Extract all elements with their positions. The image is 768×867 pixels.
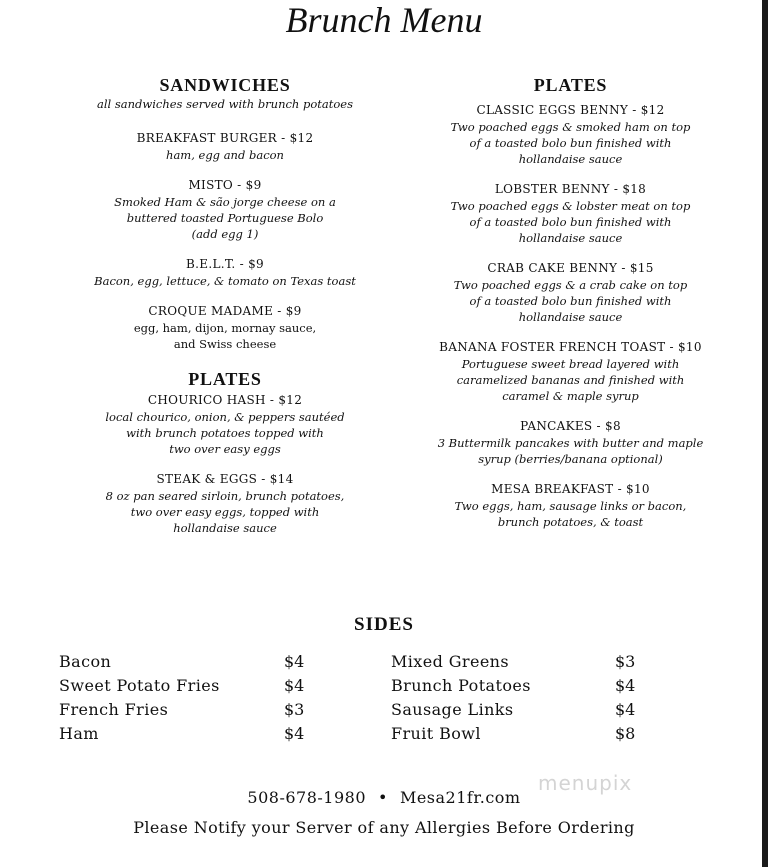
side-item-name: French Fries	[59, 700, 169, 719]
item-name: BREAKFAST BURGER - $12	[136, 131, 314, 145]
item-name: CLASSIC EGGS BENNY - $12	[476, 103, 665, 117]
menu-item	[408, 260, 733, 325]
item-name: CRAB CAKE BENNY - $15	[487, 261, 654, 275]
side-item-price: $4	[284, 652, 305, 671]
side-item-price: $4	[615, 700, 636, 719]
item-name: MISTO - $9	[188, 178, 262, 192]
menu-item	[408, 481, 733, 530]
side-item-price: $4	[284, 676, 305, 695]
item-name: LOBSTER BENNY - $18	[494, 182, 647, 196]
side-item-name: Sausage Links	[391, 700, 514, 719]
item-description: Two poached eggs & lobster meat on top of a toasted bolo bun finished with hollandaise sauce	[450, 199, 691, 245]
side-item-price: $3	[615, 652, 636, 671]
side-item-name: Ham	[59, 724, 99, 743]
menu-item	[408, 339, 733, 404]
side-item-name: Sweet Potato Fries	[59, 676, 220, 695]
bullet-separator: •	[378, 788, 388, 807]
side-item-price: $4	[615, 676, 636, 695]
item-name: BANANA FOSTER FRENCH TOAST - $10	[439, 340, 702, 354]
item-description: egg, ham, dijon, mornay sauce, and Swiss cheese	[133, 321, 317, 351]
item-name: B.E.L.T. - $9	[186, 257, 264, 271]
side-item-name: Bacon	[59, 652, 112, 671]
item-description: 8 oz pan seared sirloin, brunch potatoes, two over easy eggs, topped with hollandaise sauce	[105, 489, 345, 535]
menu-item	[45, 392, 405, 457]
side-item-price: $4	[284, 724, 305, 743]
menu-item	[45, 256, 405, 289]
menu-item	[45, 130, 405, 163]
allergy-notice: Please Notify your Server of any Allergies Before Ordering	[133, 818, 635, 837]
watermark-logo: menupix	[538, 771, 633, 795]
item-description: Two poached eggs & smoked ham on top of a toasted bolo bun finished with hollandaise sauce	[450, 120, 691, 166]
item-description: Two eggs, ham, sausage links or bacon, brunch potatoes, & toast	[454, 499, 687, 529]
sandwiches-heading: SANDWICHES	[159, 75, 291, 95]
item-name: CROQUE MADAME - $9	[148, 304, 302, 318]
right-column	[408, 74, 733, 530]
item-name: CHOURICO HASH - $12	[147, 393, 303, 407]
item-description: 3 Buttermilk pancakes with butter and maple syrup (berries/banana optional)	[437, 436, 704, 466]
menu-title: Brunch Menu	[285, 0, 483, 40]
contact-line	[0, 788, 768, 807]
plates-heading-left: PLATES	[188, 369, 262, 389]
sandwiches-note: all sandwiches served with brunch potatoes	[96, 97, 354, 111]
menu-item	[45, 471, 405, 536]
side-item-name: Fruit Bowl	[391, 724, 481, 743]
side-item-name: Mixed Greens	[391, 652, 510, 671]
phone-number: 508-678-1980	[247, 788, 367, 807]
item-description: ham, egg and bacon	[166, 148, 284, 162]
menu-item	[45, 303, 405, 352]
menu-item	[408, 102, 733, 167]
menu-item	[408, 418, 733, 467]
website-link[interactable]: Mesa21fr.com	[399, 788, 521, 807]
side-item-name: Brunch Potatoes	[391, 676, 531, 695]
side-item-price: $3	[284, 700, 305, 719]
page-edge	[762, 0, 768, 867]
menu-item	[45, 177, 405, 242]
item-description: Two poached eggs & a crab cake on top of a toasted bolo bun finished with hollandaise sauce	[453, 278, 688, 324]
side-item-price: $8	[615, 724, 636, 743]
item-name: PANCAKES - $8	[520, 419, 621, 433]
item-name: MESA BREAKFAST - $10	[491, 482, 650, 496]
item-name: STEAK & EGGS - $14	[156, 472, 294, 486]
item-description: Portuguese sweet bread layered with caramelized bananas and finished with caramel & maple syrup	[456, 357, 685, 403]
left-column	[45, 74, 405, 536]
plates-heading-right: PLATES	[533, 75, 608, 95]
item-description: local chourico, onion, & peppers sautéed with brunch potatoes topped with two over easy eggs	[105, 410, 345, 456]
sides-heading: SIDES	[354, 614, 414, 635]
item-description: Bacon, egg, lettuce, & tomato on Texas toast	[94, 274, 356, 288]
menu-item	[408, 181, 733, 246]
item-description: Smoked Ham & são jorge cheese on a buttered toasted Portuguese Bolo (add egg 1)	[114, 195, 336, 241]
